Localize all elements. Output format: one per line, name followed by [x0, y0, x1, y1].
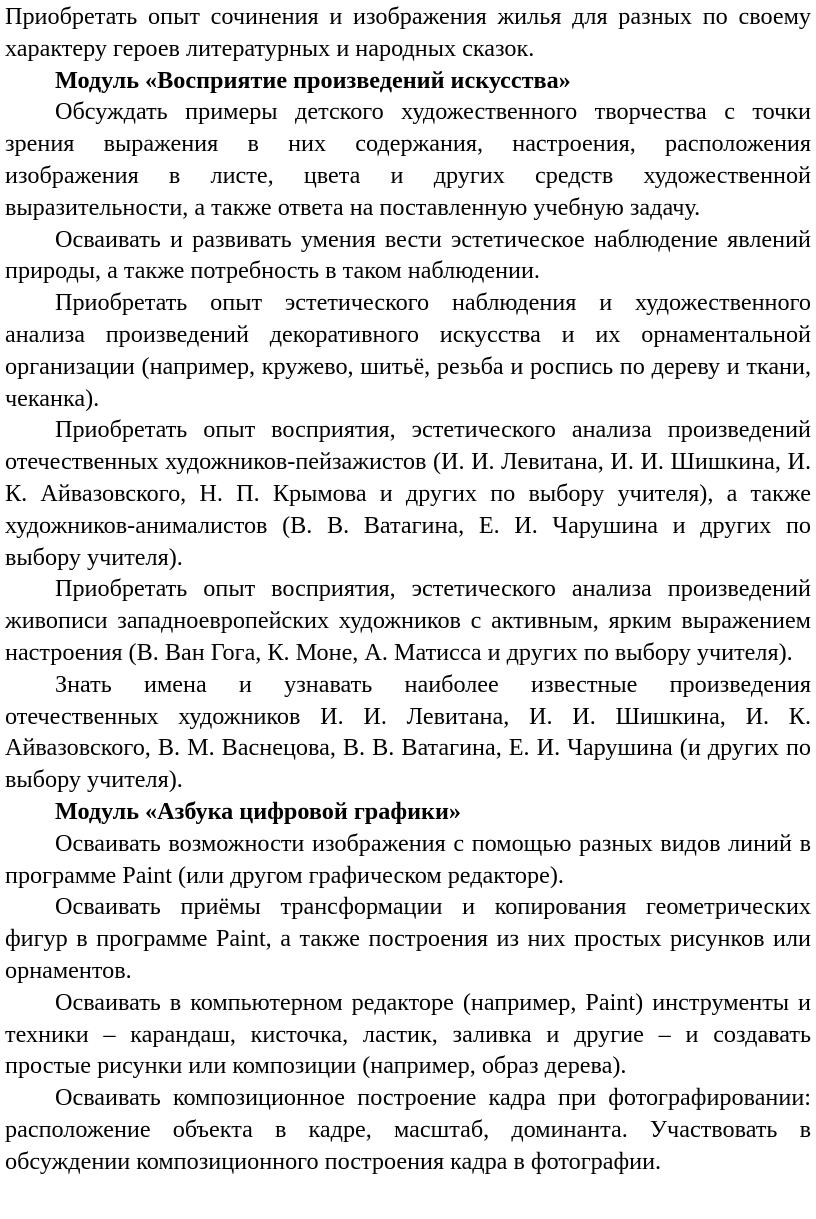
- paragraph-paint-transformations: Осваивать приёмы трансформации и копирования геометрических фигур в программе Paint, а также построения из них простых рисунков или орнаментов.: [5, 893, 811, 984]
- paragraph-children-art-discussion: Обсуждать примеры детского художественного творчества с точки зрения выражения в них содержания, настроения, расположения изображения в листе, цвета и других средств художественной выразительности, а также ответа на поставленную учебную задачу.: [5, 98, 811, 221]
- heading-module-digital-graphics: Модуль «Азбука цифровой графики»: [55, 797, 461, 825]
- paragraph-western-european-painters: Приобретать опыт восприятия, эстетического анализа произведений живописи западноевропейских художников с активным, ярким выражением настроения (В. Ван Гога, К. Моне, А. Матисса и других по выбору учителя).: [5, 575, 811, 666]
- paragraph-decorative-art-analysis: Приобретать опыт эстетического наблюдения и художественного анализа произведений декоративного искусства и их орнаментальной организации (например, кружево, шитьё, резьба и роспись по дереву и ткани, чеканка).: [5, 289, 811, 412]
- heading-module-art-perception: Модуль «Восприятие произведений искусства»: [55, 66, 571, 94]
- paragraph-landscape-painters: Приобретать опыт восприятия, эстетического анализа произведений отечественных художников-пейзажистов (И. И. Левитана, И. И. Шишкина, И. К. Айвазовского, Н. П. Крымова и других по выбору учителя), а также художников-анималистов (В. В. Ватагина, Е. И. Чарушина и других по выбору учителя).: [5, 416, 811, 571]
- paragraph-photo-composition: Осваивать композиционное построение кадра при фотографировании: расположение объекта в кадре, масштаб, доминанта. Участвовать в обсуждении композиционного построения кадра в фотографии.: [5, 1084, 811, 1175]
- paragraph-know-artists: Знать имена и узнавать наиболее известные произведения отечественных художников И. И. Левитана, И. И. Шишкина, И. К. Айвазовского, В. М. Васнецова, В. В. Ватагина, Е. И. Чарушина (и других по выбору учителя).: [5, 670, 811, 794]
- paragraph-paint-lines: Осваивать возможности изображения с помощью разных видов линий в программе Paint (или другом графическом редакторе).: [5, 829, 811, 889]
- paragraph-dwelling-composition: Приобретать опыт сочинения и изображения жилья для разных по своему характеру героев литературных и народных сказок.: [5, 3, 811, 62]
- paragraph-nature-observation: Осваивать и развивать умения вести эстетическое наблюдение явлений природы, а также потребность в таком наблюдении.: [5, 225, 811, 285]
- paragraph-paint-tools: Осваивать в компьютерном редакторе (например, Paint) инструменты и техники – карандаш, кисточка, ластик, заливка и другие – и создавать простые рисунки или композиции (например, образ дерева).: [5, 988, 811, 1080]
